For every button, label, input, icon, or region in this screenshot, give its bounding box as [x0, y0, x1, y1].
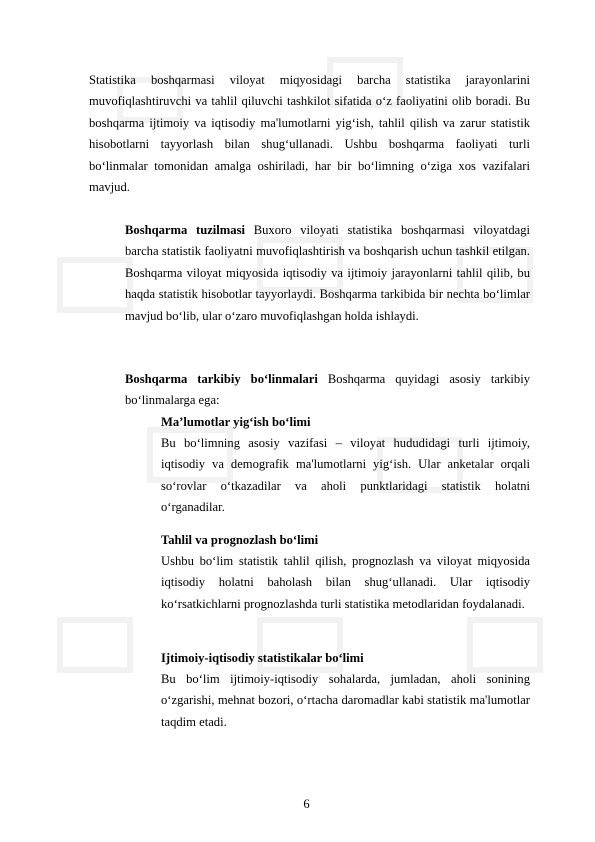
section-text-socio-economic: Bu bo‘lim ijtimoiy-iqtisodiy sohalarda, jumladan, aholi sonining o‘zgarishi, mehnat bozori, o‘rtacha daromadlar kabi statistik ma'lumotlar taqdim etadi.: [161, 672, 530, 729]
section-title-analysis: Tahlil va prognozlash bo‘limi: [161, 533, 319, 547]
structure-text: Buxoro viloyati statistika boshqarmasi viloyatdagi barcha statistik faoliyatni muvofiqlashtirish va boshqarish uchun tashkil etilgan. Boshqarma viloyat miqyosida iqtisodiy va ijtimoiy jarayonlarni tahlil qilib, bu haqda statistik hisobotlar tayyorlaydi. Boshqarma tarkibida bir nechta bo‘limlar mavjud bo‘lib, ular o‘zaro muvofiqlashgan holda ishlaydi.: [125, 223, 531, 323]
structure-heading: Boshqarma tuzilmasi: [125, 223, 245, 237]
divisions-heading: Boshqarma tarkibiy bo‘linmalari: [125, 372, 318, 386]
section-text-analysis: Ushbu bo‘lim statistik tahlil qilish, prognozlash va viloyat miqyosida iqtisodiy holatni baholash bilan shug‘ullanadi. Ular iqtisodiy ko‘rsatkichlarni prognozlashda turli statistika metodlaridan foydalanadi.: [161, 554, 530, 611]
section-title-socio-economic: Ijtimoiy-iqtisodiy statistikalar bo‘limi: [161, 651, 364, 665]
divisions-paragraph: [125, 369, 530, 412]
intro-paragraph: Statistika boshqarmasi viloyat miqyosidagi barcha statistika jarayonlarini muvofiqlashtiruvchi va tahlil qiluvchi tashkilot sifatida o‘z faoliyatini olib boradi. Bu boshqarma ijtimoiy va iqtisodiy ma'lumotlarni yig‘ish, tahlil qilish va zarur statistik hisobotlarni tayyorlash bilan shug‘ullanadi. Ushbu boshqarma faoliyati turli bo‘linmalar tomonidan amalga oshiriladi, har bir bo‘limning o‘ziga xos vazifalari mavjud.: [89, 73, 530, 195]
structure-paragraph: [125, 220, 530, 327]
divisions-text: Boshqarma quyidagi asosiy tarkibiy bo‘linmalarga ega:: [125, 372, 530, 408]
page-number: 6: [303, 797, 310, 811]
section-title-data-collection: Ma’lumotlar yig‘ish bo‘limi: [161, 415, 311, 429]
section-text-data-collection: Bu bo‘limning asosiy vazifasi – viloyat hududidagi turli ijtimoiy, iqtisodiy va demografik ma'lumotlarni yig‘ish. Ular anketalar orqali so‘rovlar o‘tkazadilar va aholi punktlaridagi statistik holatni o‘rganadilar.: [161, 436, 530, 515]
